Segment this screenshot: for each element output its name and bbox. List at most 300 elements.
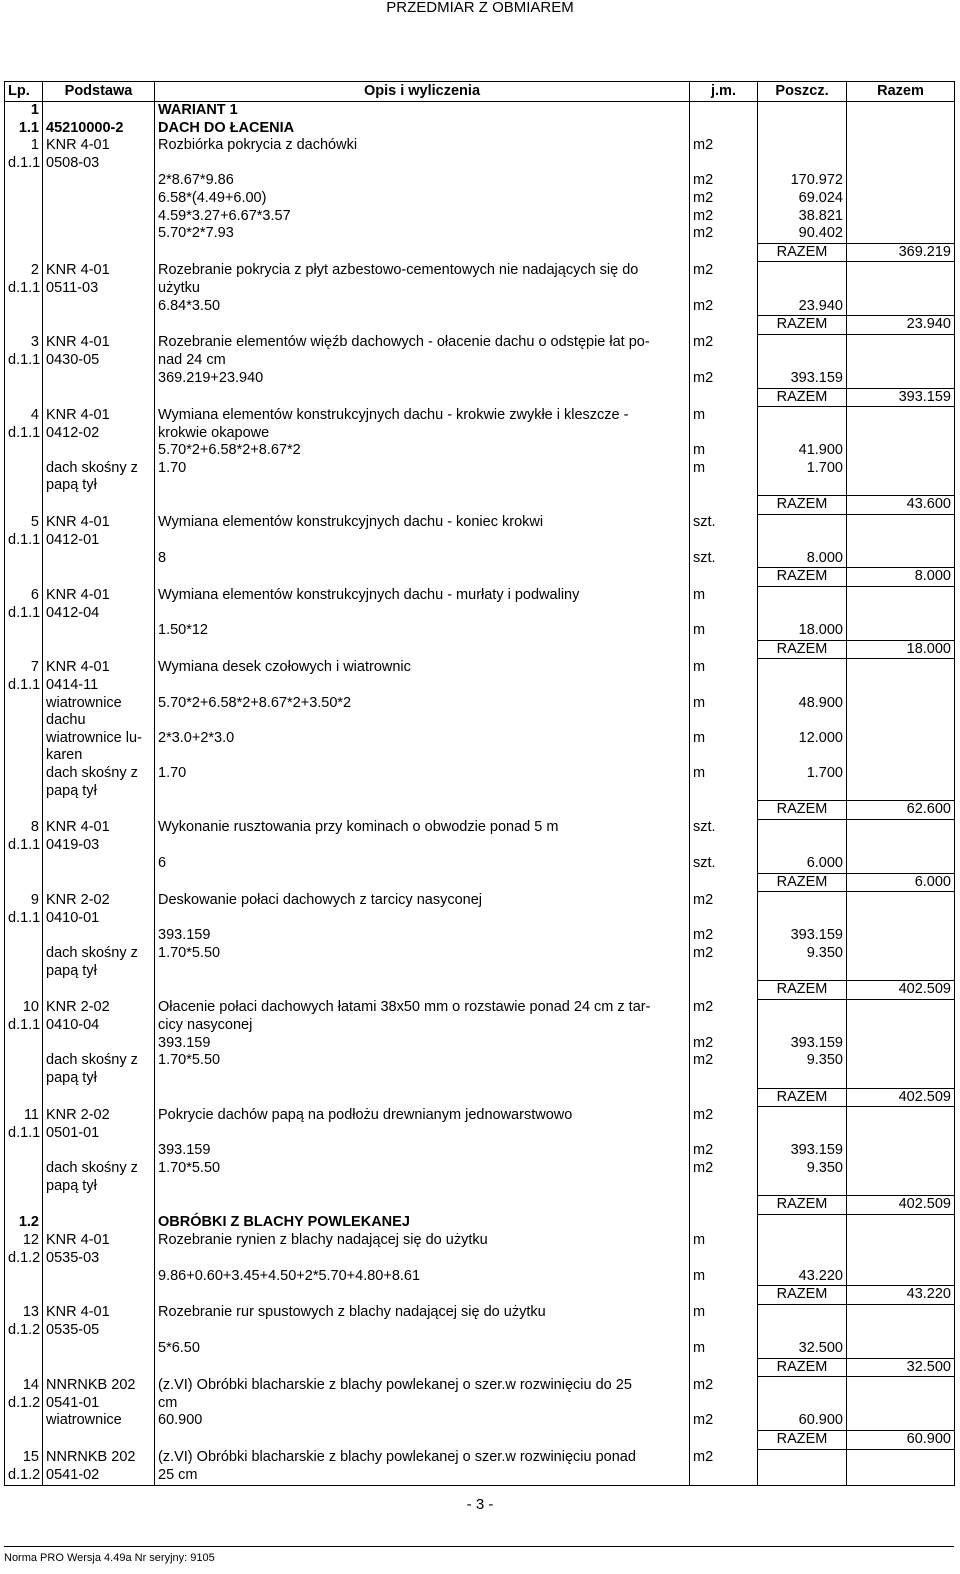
cell-lp: d.1.1	[5, 425, 43, 443]
cell-poszcz: 6.000	[758, 855, 847, 873]
table-row	[5, 730, 955, 748]
cell-jm: m	[690, 765, 758, 783]
cell-lp	[5, 1412, 43, 1430]
cell-jm	[690, 388, 758, 407]
cell-opis: DACH DO ŁACENIA	[155, 120, 690, 138]
cell-razem	[847, 407, 955, 425]
table-row	[5, 963, 955, 981]
software-footer: Norma PRO Wersja 4.49a Nr seryjny: 9105	[4, 1552, 215, 1564]
razem-label: RAZEM	[758, 243, 847, 262]
razem-row	[5, 496, 955, 515]
cell-poszcz	[758, 659, 847, 677]
razem-value: 23.940	[847, 316, 955, 335]
cell-opis: 1.70	[155, 460, 690, 478]
cell-opis: użytku	[155, 280, 690, 298]
cell-lp	[5, 496, 43, 515]
cell-podstawa	[43, 568, 155, 587]
cell-razem	[847, 120, 955, 138]
cell-podstawa: papą tył	[43, 963, 155, 981]
razem-label: RAZEM	[758, 316, 847, 335]
razem-row	[5, 243, 955, 262]
cell-podstawa: KNR 4-01	[43, 1232, 155, 1250]
cell-lp	[5, 963, 43, 981]
cell-podstawa	[43, 640, 155, 659]
table-row	[5, 1449, 955, 1467]
cell-lp	[5, 1196, 43, 1215]
cell-podstawa: papą tył	[43, 1178, 155, 1196]
cell-jm: m2	[690, 298, 758, 316]
cell-lp	[5, 316, 43, 335]
cell-razem	[847, 352, 955, 370]
cell-lp	[5, 1088, 43, 1107]
razem-label: RAZEM	[758, 1088, 847, 1107]
cell-jm	[690, 532, 758, 550]
cell-lp: d.1.1	[5, 1125, 43, 1143]
cell-razem	[847, 442, 955, 460]
cell-opis: 9.86+0.60+3.45+4.50+2*5.70+4.80+8.61	[155, 1268, 690, 1286]
razem-value: 43.220	[847, 1286, 955, 1305]
cell-poszcz: 23.940	[758, 298, 847, 316]
cell-opis: Rozebranie pokrycia z płyt azbestowo-cementowych nie nadających się do	[155, 262, 690, 280]
razem-value: 369.219	[847, 243, 955, 262]
cell-podstawa: KNR 4-01	[43, 587, 155, 605]
cell-podstawa: wiatrownice	[43, 695, 155, 713]
table-row	[5, 765, 955, 783]
cell-opis: 25 cm	[155, 1467, 690, 1485]
cell-poszcz	[758, 1070, 847, 1088]
cell-podstawa	[43, 1196, 155, 1215]
cell-podstawa: 0501-01	[43, 1125, 155, 1143]
cell-poszcz	[758, 837, 847, 855]
cell-poszcz	[758, 910, 847, 928]
cell-poszcz	[758, 352, 847, 370]
cell-jm	[690, 316, 758, 335]
cell-poszcz: 41.900	[758, 442, 847, 460]
cell-opis: krokwie okapowe	[155, 425, 690, 443]
cell-razem	[847, 334, 955, 352]
cell-lp	[5, 747, 43, 765]
cell-poszcz	[758, 1395, 847, 1413]
cell-jm	[690, 677, 758, 695]
table-row	[5, 605, 955, 623]
cell-podstawa: 0535-05	[43, 1322, 155, 1340]
table-row	[5, 783, 955, 801]
cell-razem	[847, 425, 955, 443]
cell-podstawa: wiatrownice	[43, 1412, 155, 1430]
cell-poszcz	[758, 1250, 847, 1268]
cell-podstawa	[43, 1430, 155, 1449]
cell-poszcz	[758, 1377, 847, 1395]
cell-jm: m2	[690, 1142, 758, 1160]
cell-jm	[690, 1286, 758, 1305]
cell-jm	[690, 425, 758, 443]
razem-value: 60.900	[847, 1430, 955, 1449]
cell-lp: 1	[5, 102, 43, 120]
cell-jm	[690, 1250, 758, 1268]
cell-opis: 6.58*(4.49+6.00)	[155, 190, 690, 208]
table-row	[5, 1160, 955, 1178]
cell-opis: Wymiana desek czołowych i wiatrownic	[155, 659, 690, 677]
cell-podstawa: dach skośny z	[43, 945, 155, 963]
cell-razem	[847, 1035, 955, 1053]
cell-lp: 1.1	[5, 120, 43, 138]
cell-podstawa: dach skośny z	[43, 1052, 155, 1070]
cell-podstawa	[43, 1358, 155, 1377]
cell-jm: m2	[690, 334, 758, 352]
table-row	[5, 622, 955, 640]
cell-poszcz: 170.972	[758, 172, 847, 190]
table-row	[5, 1395, 955, 1413]
cell-jm: m2	[690, 1035, 758, 1053]
razem-value: 32.500	[847, 1358, 955, 1377]
table-row	[5, 747, 955, 765]
cell-opis: 5.70*2+6.58*2+8.67*2	[155, 442, 690, 460]
cell-jm: szt.	[690, 819, 758, 837]
cell-razem	[847, 999, 955, 1017]
cell-opis: Rozebranie rynien z blachy nadającej się do użytku	[155, 1232, 690, 1250]
cell-jm: m2	[690, 370, 758, 388]
cell-lp	[5, 695, 43, 713]
cell-razem	[847, 747, 955, 765]
cell-lp: d.1.1	[5, 280, 43, 298]
cell-opis	[155, 605, 690, 623]
cell-lp	[5, 1052, 43, 1070]
table-row	[5, 1250, 955, 1268]
cell-lp	[5, 460, 43, 478]
cell-podstawa	[43, 550, 155, 568]
col-header-podstawa: Podstawa	[43, 82, 155, 102]
cell-lp	[5, 388, 43, 407]
cell-razem	[847, 532, 955, 550]
cell-lp: 15	[5, 1449, 43, 1467]
cell-podstawa	[43, 927, 155, 945]
col-header-jm: j.m.	[690, 82, 758, 102]
razem-row	[5, 1286, 955, 1305]
cell-opis: WARIANT 1	[155, 102, 690, 120]
cell-opis: 60.900	[155, 1412, 690, 1430]
cell-opis	[155, 801, 690, 820]
cell-podstawa: 0410-01	[43, 910, 155, 928]
cell-opis: Wymiana elementów konstrukcyjnych dachu - krokwie zwykłe i kleszcze -	[155, 407, 690, 425]
cell-poszcz: 1.700	[758, 765, 847, 783]
table-row	[5, 855, 955, 873]
razem-value: 62.600	[847, 801, 955, 820]
cell-razem	[847, 1322, 955, 1340]
cell-podstawa: KNR 4-01	[43, 334, 155, 352]
table-row	[5, 945, 955, 963]
cell-opis: Rozebranie elementów więźb dachowych - ołacenie dachu o odstępie łat po-	[155, 334, 690, 352]
cell-opis: 5.70*2*7.93	[155, 225, 690, 243]
cell-razem	[847, 730, 955, 748]
cell-jm: m2	[690, 1377, 758, 1395]
cell-podstawa: KNR 2-02	[43, 999, 155, 1017]
cell-poszcz: 18.000	[758, 622, 847, 640]
cell-opis	[155, 243, 690, 262]
cell-razem	[847, 460, 955, 478]
cell-lp: 1.2	[5, 1214, 43, 1232]
cell-podstawa	[43, 316, 155, 335]
table-row	[5, 477, 955, 495]
cell-podstawa	[43, 208, 155, 226]
table-row	[5, 1107, 955, 1125]
cell-podstawa: karen	[43, 747, 155, 765]
cell-lp: 12	[5, 1232, 43, 1250]
cell-razem	[847, 225, 955, 243]
table-row	[5, 1304, 955, 1322]
cell-razem	[847, 208, 955, 226]
cell-lp	[5, 945, 43, 963]
page-number: - 3 -	[466, 1496, 494, 1513]
cell-opis: 2*3.0+2*3.0	[155, 730, 690, 748]
cell-opis	[155, 1358, 690, 1377]
cell-podstawa: 0412-01	[43, 532, 155, 550]
cell-jm: m2	[690, 225, 758, 243]
cell-lp	[5, 801, 43, 820]
cell-opis	[155, 837, 690, 855]
table-row	[5, 225, 955, 243]
cell-razem	[847, 172, 955, 190]
table-row	[5, 892, 955, 910]
cell-razem	[847, 695, 955, 713]
razem-row	[5, 873, 955, 892]
cell-opis	[155, 1178, 690, 1196]
cell-lp	[5, 370, 43, 388]
cell-lp	[5, 1142, 43, 1160]
razem-label: RAZEM	[758, 640, 847, 659]
table-row	[5, 999, 955, 1017]
table-row	[5, 1142, 955, 1160]
cell-podstawa: papą tył	[43, 1070, 155, 1088]
cell-poszcz: 90.402	[758, 225, 847, 243]
cell-opis: Wymiana elementów konstrukcyjnych dachu - koniec krokwi	[155, 514, 690, 532]
razem-value: 402.509	[847, 981, 955, 1000]
col-header-lp: Lp.	[5, 82, 43, 102]
cell-lp: d.1.1	[5, 1017, 43, 1035]
cell-razem	[847, 137, 955, 155]
cell-podstawa	[43, 1214, 155, 1232]
cell-podstawa: dach skośny z	[43, 460, 155, 478]
cell-razem	[847, 659, 955, 677]
cell-podstawa	[43, 442, 155, 460]
cell-lp	[5, 783, 43, 801]
cell-podstawa: dach skośny z	[43, 765, 155, 783]
cell-razem	[847, 837, 955, 855]
table-row	[5, 298, 955, 316]
cell-razem	[847, 1178, 955, 1196]
cell-poszcz	[758, 155, 847, 173]
cell-jm: m	[690, 695, 758, 713]
section-row	[5, 102, 955, 120]
cell-lp: 6	[5, 587, 43, 605]
cell-poszcz: 9.350	[758, 1052, 847, 1070]
cell-podstawa	[43, 981, 155, 1000]
cell-jm	[690, 102, 758, 120]
cell-lp	[5, 1340, 43, 1358]
cell-jm: m	[690, 730, 758, 748]
cell-lp: 13	[5, 1304, 43, 1322]
cell-opis: Deskowanie połaci dachowych z tarcicy nasyconej	[155, 892, 690, 910]
cell-podstawa: 0419-03	[43, 837, 155, 855]
cell-lp	[5, 765, 43, 783]
cell-jm: m	[690, 622, 758, 640]
cell-jm	[690, 1358, 758, 1377]
cell-lp: d.1.2	[5, 1322, 43, 1340]
razem-label: RAZEM	[758, 1196, 847, 1215]
cell-lp: d.1.1	[5, 532, 43, 550]
razem-row	[5, 640, 955, 659]
cell-jm: m2	[690, 172, 758, 190]
cell-podstawa: NNRNKB 202	[43, 1449, 155, 1467]
table-row	[5, 137, 955, 155]
cell-lp	[5, 172, 43, 190]
table-row	[5, 514, 955, 532]
cell-lp: 8	[5, 819, 43, 837]
cell-podstawa: dachu	[43, 712, 155, 730]
cell-poszcz: 32.500	[758, 1340, 847, 1358]
cell-poszcz	[758, 120, 847, 138]
table-row	[5, 819, 955, 837]
cell-poszcz: 43.220	[758, 1268, 847, 1286]
cell-opis	[155, 388, 690, 407]
cell-razem	[847, 892, 955, 910]
cell-lp: d.1.1	[5, 837, 43, 855]
table-row	[5, 532, 955, 550]
cell-poszcz	[758, 280, 847, 298]
cell-opis	[155, 1286, 690, 1305]
cell-lp	[5, 981, 43, 1000]
cell-podstawa: 0541-01	[43, 1395, 155, 1413]
cell-razem	[847, 280, 955, 298]
cell-razem	[847, 587, 955, 605]
cell-razem	[847, 1340, 955, 1358]
cell-razem	[847, 477, 955, 495]
cell-opis: Wymiana elementów konstrukcyjnych dachu - murłaty i podwaliny	[155, 587, 690, 605]
cell-poszcz	[758, 892, 847, 910]
cell-poszcz	[758, 677, 847, 695]
cell-poszcz	[758, 1322, 847, 1340]
razem-row	[5, 388, 955, 407]
cell-razem	[847, 1017, 955, 1035]
cell-razem	[847, 1142, 955, 1160]
cell-jm: szt.	[690, 550, 758, 568]
cell-razem	[847, 819, 955, 837]
cell-lp	[5, 243, 43, 262]
cell-razem	[847, 370, 955, 388]
cell-jm: m2	[690, 1412, 758, 1430]
cell-razem	[847, 1377, 955, 1395]
cell-poszcz	[758, 999, 847, 1017]
cell-lp: 5	[5, 514, 43, 532]
cell-razem	[847, 1070, 955, 1088]
cell-jm: m	[690, 587, 758, 605]
cell-opis	[155, 316, 690, 335]
cell-podstawa	[43, 243, 155, 262]
cell-opis	[155, 963, 690, 981]
cell-opis	[155, 1196, 690, 1215]
cell-poszcz	[758, 1467, 847, 1485]
cell-podstawa: 0410-04	[43, 1017, 155, 1035]
cell-razem	[847, 1107, 955, 1125]
cell-jm: m2	[690, 262, 758, 280]
cell-opis: Pokrycie dachów papą na podłożu drewnianym jednowarstwowo	[155, 1107, 690, 1125]
cell-poszcz	[758, 262, 847, 280]
cell-jm: m	[690, 1340, 758, 1358]
table-row	[5, 1268, 955, 1286]
cell-poszcz	[758, 783, 847, 801]
cell-lp: d.1.1	[5, 352, 43, 370]
table-row	[5, 155, 955, 173]
cell-jm	[690, 1070, 758, 1088]
cell-poszcz	[758, 1017, 847, 1035]
cell-lp: 7	[5, 659, 43, 677]
cell-jm: m	[690, 1304, 758, 1322]
table-row	[5, 659, 955, 677]
cell-razem	[847, 1395, 955, 1413]
cell-podstawa	[43, 1340, 155, 1358]
table-body	[5, 102, 955, 1486]
cell-razem	[847, 945, 955, 963]
cell-jm: szt.	[690, 514, 758, 532]
cell-podstawa	[43, 801, 155, 820]
cell-poszcz	[758, 102, 847, 120]
cell-razem	[847, 1467, 955, 1485]
cell-lp	[5, 1286, 43, 1305]
table-row	[5, 352, 955, 370]
cell-opis: 393.159	[155, 1035, 690, 1053]
section-row	[5, 1214, 955, 1232]
cell-razem	[847, 622, 955, 640]
razem-value: 393.159	[847, 388, 955, 407]
cell-opis: 393.159	[155, 1142, 690, 1160]
cell-opis: 1.70*5.50	[155, 945, 690, 963]
cell-poszcz: 1.700	[758, 460, 847, 478]
cell-jm: m2	[690, 1449, 758, 1467]
cell-podstawa	[43, 388, 155, 407]
cell-opis	[155, 568, 690, 587]
estimate-table	[4, 81, 955, 1486]
cell-opis	[155, 640, 690, 659]
cell-podstawa: NNRNKB 202	[43, 1377, 155, 1395]
razem-row	[5, 981, 955, 1000]
cell-opis: 6.84*3.50	[155, 298, 690, 316]
cell-podstawa: papą tył	[43, 477, 155, 495]
cell-opis	[155, 981, 690, 1000]
cell-jm	[690, 873, 758, 892]
table-row	[5, 262, 955, 280]
cell-poszcz	[758, 532, 847, 550]
cell-poszcz: 393.159	[758, 370, 847, 388]
cell-lp: 4	[5, 407, 43, 425]
razem-row	[5, 1430, 955, 1449]
cell-lp: d.1.1	[5, 677, 43, 695]
section-row	[5, 120, 955, 138]
cell-jm: m2	[690, 999, 758, 1017]
cell-opis: 369.219+23.940	[155, 370, 690, 388]
cell-lp: d.1.2	[5, 1250, 43, 1268]
cell-jm	[690, 1088, 758, 1107]
cell-podstawa: 0541-02	[43, 1467, 155, 1485]
cell-lp	[5, 640, 43, 659]
cell-jm	[690, 1214, 758, 1232]
table-row	[5, 712, 955, 730]
cell-opis	[155, 1070, 690, 1088]
cell-poszcz: 48.900	[758, 695, 847, 713]
cell-razem	[847, 1250, 955, 1268]
table-row	[5, 280, 955, 298]
cell-jm: m2	[690, 190, 758, 208]
cell-jm	[690, 1467, 758, 1485]
cell-opis: 5*6.50	[155, 1340, 690, 1358]
